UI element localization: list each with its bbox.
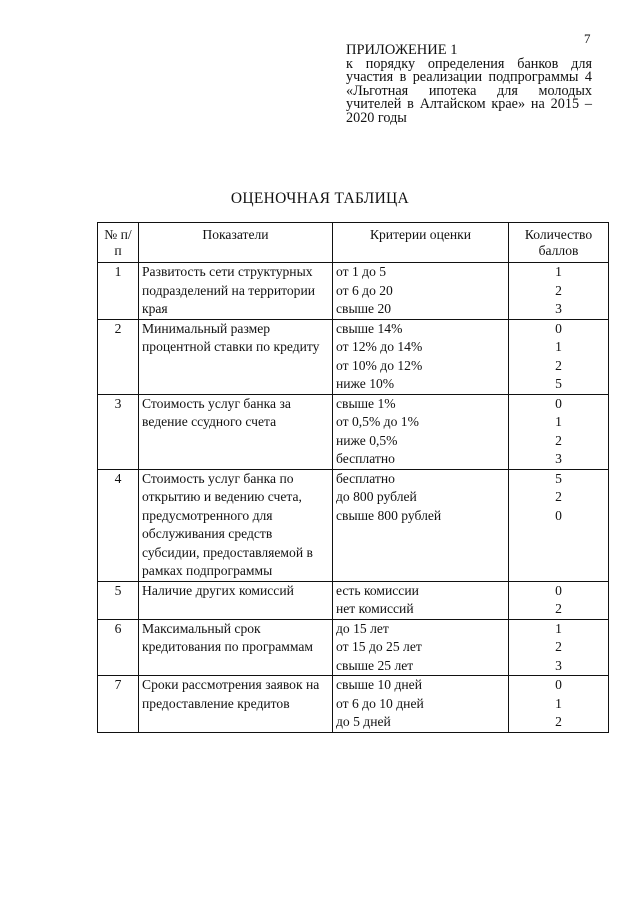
score-cell (509, 394, 609, 469)
score-item: 1 (555, 414, 562, 429)
criterion-item: нет комиссий (336, 601, 414, 616)
row-number: 3 (98, 394, 139, 469)
criterion-item: свыше 25 лет (336, 657, 414, 673)
score-item: 2 (555, 357, 562, 373)
score-item: 1 (555, 339, 562, 354)
score-item: 2 (555, 432, 562, 448)
criterion-item: от 12% до 14% (336, 339, 423, 354)
criteria-cell (333, 676, 509, 733)
criterion-item: от 6 до 10 дней (336, 695, 424, 711)
criteria-cell (333, 263, 509, 320)
indicator-cell: Стоимость услуг банка за ведение ссудного счета (139, 394, 333, 469)
score-item: 5 (555, 376, 562, 391)
score-item: 1 (555, 620, 562, 636)
score-item: 1 (555, 695, 562, 711)
table-header-row (98, 223, 609, 263)
table-row (98, 581, 609, 619)
score-item: 1 (555, 264, 562, 279)
header-criteria: Критерии оценки (333, 223, 509, 263)
row-number: 1 (98, 263, 139, 320)
score-item: 0 (555, 677, 562, 692)
appendix-block (346, 44, 592, 125)
criterion-item: свыше 10 дней (336, 677, 422, 692)
score-item: 5 (555, 470, 562, 486)
criterion-item: от 10% до 12% (336, 357, 423, 373)
table-body (98, 263, 609, 733)
score-cell (509, 469, 609, 581)
header-score: Количество баллов (509, 223, 609, 263)
score-cell (509, 676, 609, 733)
table-row (98, 263, 609, 320)
score-item: 0 (555, 582, 562, 598)
score-item: 3 (555, 301, 562, 316)
criterion-item: бесплатно (336, 451, 395, 466)
criteria-cell (333, 619, 509, 676)
criterion-item: свыше 800 рублей (336, 507, 442, 523)
header-num: № п/п (98, 223, 139, 263)
row-number: 5 (98, 581, 139, 619)
criterion-item: ниже 0,5% (336, 432, 398, 448)
score-item: 2 (555, 639, 562, 654)
score-cell (509, 263, 609, 320)
score-item: 0 (555, 507, 562, 523)
criteria-cell (333, 469, 509, 581)
criterion-item: ниже 10% (336, 376, 395, 391)
criteria-cell (333, 581, 509, 619)
criterion-item: есть комиссии (336, 582, 419, 598)
score-item: 0 (555, 320, 562, 336)
score-cell (509, 319, 609, 394)
criteria-cell (333, 319, 509, 394)
criterion-item: до 5 дней (336, 714, 391, 729)
criterion-item: бесплатно (336, 470, 395, 486)
row-number: 6 (98, 619, 139, 676)
criterion-item: от 1 до 5 (336, 264, 387, 279)
score-item: 2 (555, 714, 562, 729)
criterion-item: до 800 рублей (336, 489, 417, 504)
criterion-item: свыше 14% (336, 320, 403, 336)
appendix-title: ПРИЛОЖЕНИЕ 1 (346, 42, 458, 58)
score-item: 2 (555, 489, 562, 504)
score-item: 2 (555, 601, 562, 616)
criterion-item: от 6 до 20 (336, 282, 393, 298)
row-number: 7 (98, 676, 139, 733)
criterion-item: свыше 20 (336, 301, 392, 316)
row-number: 2 (98, 319, 139, 394)
table-row (98, 619, 609, 676)
table-row (98, 676, 609, 733)
score-item: 3 (555, 657, 562, 673)
criterion-item: свыше 1% (336, 395, 396, 411)
indicator-cell: Развитость сети структурных подразделений на территории края (139, 263, 333, 320)
table-row (98, 394, 609, 469)
indicator-cell: Наличие других комиссий (139, 581, 333, 619)
score-item: 2 (555, 282, 562, 298)
indicator-cell: Минимальный размер процентной ставки по кредиту (139, 319, 333, 394)
score-cell (509, 619, 609, 676)
table-row (98, 319, 609, 394)
table-title: ОЦЕНОЧНАЯ ТАБЛИЦА (230, 190, 410, 207)
indicator-cell: Стоимость услуг банка по открытию и ведению счета, предусмотренного для обслуживания средств субсидии, предоставляемой в рамках подпрограммы (139, 469, 333, 581)
score-cell (509, 581, 609, 619)
table-row (98, 469, 609, 581)
criterion-item: от 15 до 25 лет (336, 639, 422, 654)
evaluation-table (97, 222, 609, 733)
appendix-text: к порядку определения банков для участия в реализации подпрограммы 4 «Льготная ипотека для молодых учителей в Алтайском крае» на 2015 – 2020 годы (346, 55, 592, 126)
criteria-cell (333, 394, 509, 469)
indicator-cell: Максимальный срок кредитования по программам (139, 619, 333, 676)
criterion-item: до 15 лет (336, 620, 389, 636)
score-item: 0 (555, 395, 562, 411)
row-number: 4 (98, 469, 139, 581)
page-number: 7 (584, 31, 591, 46)
criterion-item: от 0,5% до 1% (336, 414, 419, 429)
indicator-cell: Сроки рассмотрения заявок на предоставление кредитов (139, 676, 333, 733)
header-indicators: Показатели (139, 223, 333, 263)
score-item: 3 (555, 451, 562, 466)
